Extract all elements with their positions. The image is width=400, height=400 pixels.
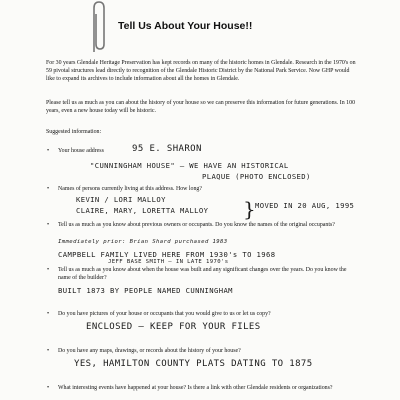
question-names: Names of persons currently living at this address. How long?: [58, 186, 202, 192]
question-built: Tell us as much as you know about when the house was built and any significant changes over the years. Do you know the name of the builder?: [58, 267, 347, 281]
bullet: •: [47, 385, 50, 391]
answer-address-line1: 95 E. SHARON: [132, 144, 202, 154]
bullet: •: [47, 222, 50, 228]
suggested-heading: Suggested information:: [46, 129, 102, 135]
question-maps: Do you have any maps, drawings, or records about the history of your house?: [58, 348, 241, 354]
answer-names-line1: KEVIN / LORI MALLOY: [76, 195, 166, 204]
bullet: •: [47, 148, 50, 154]
instructions-paragraph: Please tell us as much as you can about the history of your house so we can preserve this information for future generations. In 100 years, even a new house today will be historic.: [46, 100, 356, 114]
bullet: •: [47, 348, 50, 354]
paperclip-icon: [85, 0, 111, 56]
answer-previous-line2: CAMPBELL FAMILY LIVED HERE FROM 1930's TO 1968: [58, 250, 276, 259]
answer-moved-in: MOVED IN 20 AUG, 1995: [255, 201, 355, 210]
bullet: •: [47, 267, 50, 273]
answer-pictures: ENCLOSED – KEEP FOR YOUR FILES: [86, 322, 261, 332]
brace-mark: }: [243, 197, 256, 221]
answer-address-line2: "CUNNINGHAM HOUSE" — WE HAVE AN HISTORICAL: [90, 161, 289, 170]
answer-built: BUILT 1873 BY PEOPLE NAMED CUNNINGHAM: [58, 286, 233, 295]
question-events: What interesting events have happened at your house? Is there a link with other Glendale residents or organizations?: [58, 385, 333, 391]
answer-maps: YES, HAMILTON COUNTY PLATS DATING TO 1875: [74, 359, 313, 369]
form-title: Tell Us About Your House!!: [118, 20, 253, 32]
answer-names-line2: CLAIRE, MARY, LORETTA MALLOY: [76, 206, 209, 215]
answer-address-line3: PLAQUE (PHOTO ENCLOSED): [202, 172, 311, 181]
bullet: •: [47, 311, 50, 317]
answer-previous-line3: JEFF BASE SMITH – IN LATE 1970's: [108, 259, 229, 265]
intro-paragraph: For 30 years Glendale Heritage Preservation has kept records on many of the historic homes in Glendale. Research in the 1970's on 59 pivotal structures lead directly to recognition of the Glendale Historic District by the National Park Service. Now GHP would like to expand its archives to include information about all the homes in Glendale.: [46, 60, 356, 82]
question-address: Your house address: [58, 148, 104, 154]
answer-previous-line1: Immediately prior: Brian Shard purchased 1983: [58, 239, 228, 245]
question-previous-owners: Tell us as much as you know about previous owners or occupants. Do you know the names of the original occupants?: [58, 222, 335, 228]
bullet: •: [47, 186, 50, 192]
question-pictures: Do you have pictures of your house or occupants that you would give to us or let us copy?: [58, 311, 271, 317]
